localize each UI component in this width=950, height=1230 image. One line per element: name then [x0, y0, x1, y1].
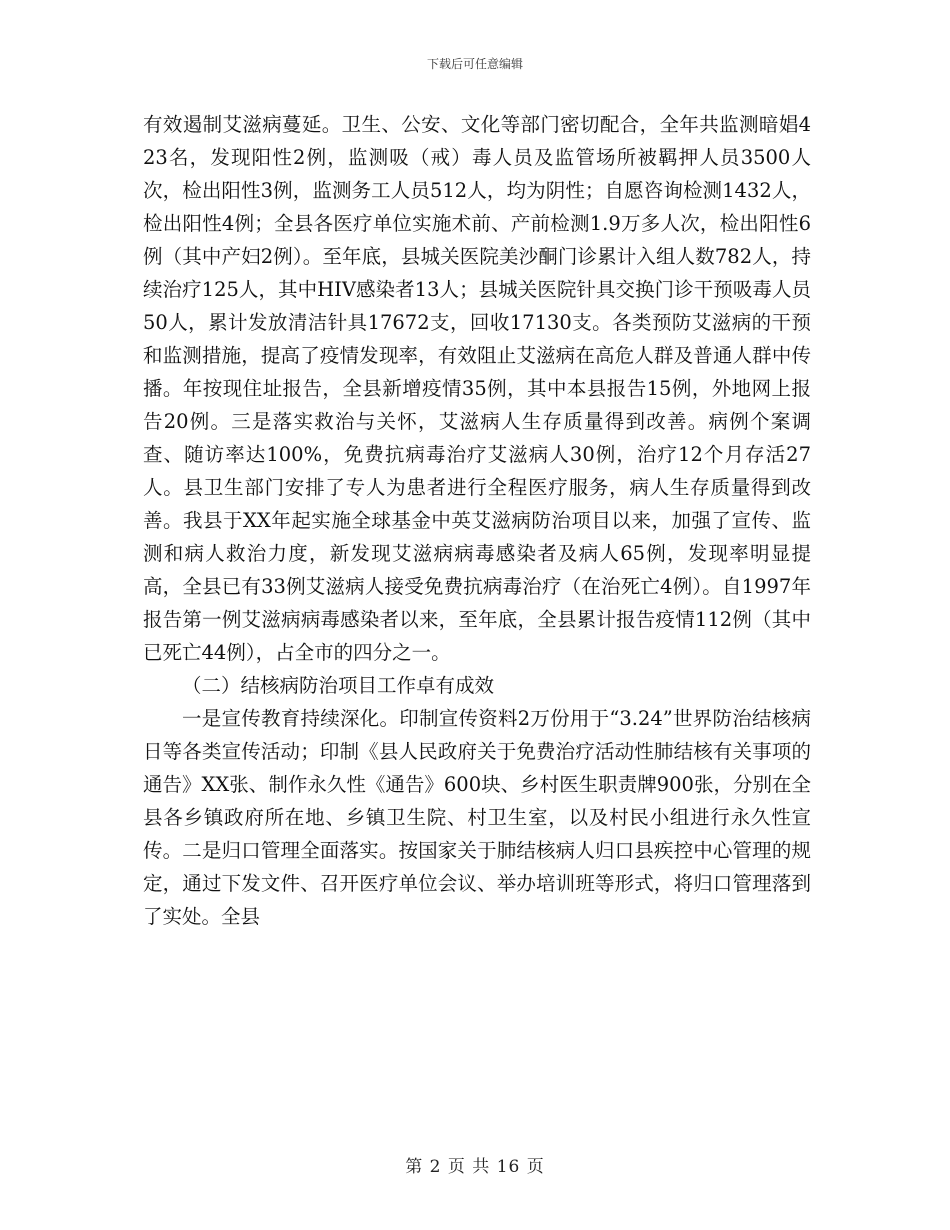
- paragraph-aids-results: 有效遏制艾滋病蔓延。卫生、公安、文化等部门密切配合，全年共监测暗娼423名，发现阳性2例，监测吸（戒）毒人员及监管场所被羁押人员3500人次，检出阳性3例，监测务工人员512人，均为阴性；自愿咨询检测1432人，检出阳性4例；全县各医疗单位实施术前、产前检测1.9万多人次，检出阳性6例（其中产妇2例）。至年底，县城关医院美沙酮门诊累计入组人数782人，持续治疗125人，其中HIV感染者13人；县城关医院针具交换门诊干预吸毒人员50人，累计发放清洁针具17672支，回收17130支。各类预防艾滋病的干预和监测措施，提高了疫情发现率，有效阻止艾滋病在高危人群及普通人群中传播。年按现住址报告，全县新增疫情35例，其中本县报告15例，外地网上报告20例。三是落实救治与关怀，艾滋病人生存质量得到改善。病例个案调查、随访率达100%，免费抗病毒治疗艾滋病人30例，治疗12个月存活27人。县卫生部门安排了专人为患者进行全程医疗服务，病人生存质量得到改善。我县于XX年起实施全球基金中英艾滋病防治项目以来，加强了宣传、监测和病人救治力度，新发现艾滋病病毒感染者及病人65例，发现率明显提高，全县已有33例艾滋病人接受免费抗病毒治疗（在治死亡4例）。自1997年报告第一例艾滋病病毒感染者以来，至年底，全县累计报告疫情112例（其中已死亡44例），占全市的四分之一。: [143, 113, 811, 664]
- paragraph-tb-results: 一是宣传教育持续深化。印制宣传资料2万份用于“3.24”世界防治结核病日等各类宣传活动；印制《县人民政府关于免费治疗活动性肺结核有关事项的通告》XX张、制作永久性《通告》600块、乡村医生职责牌900张，分别在全县各乡镇政府所在地、乡镇卫生院、村卫生室，以及村民小组进行永久性宣传。二是归口管理全面落实。按国家关于肺结核病人归口县疾控中心管理的规定，通过下发文件、召开医疗单位会议、举办培训班等形式，将归口管理落到了实处。全县: [143, 707, 811, 928]
- page-header: 下载后可任意编辑: [426, 57, 523, 71]
- section-heading-tb: （二）结核病防治项目工作卓有成效: [182, 674, 495, 697]
- page-number: 第 2 页 共 16 页: [405, 1157, 545, 1177]
- document-body: [143, 108, 811, 933]
